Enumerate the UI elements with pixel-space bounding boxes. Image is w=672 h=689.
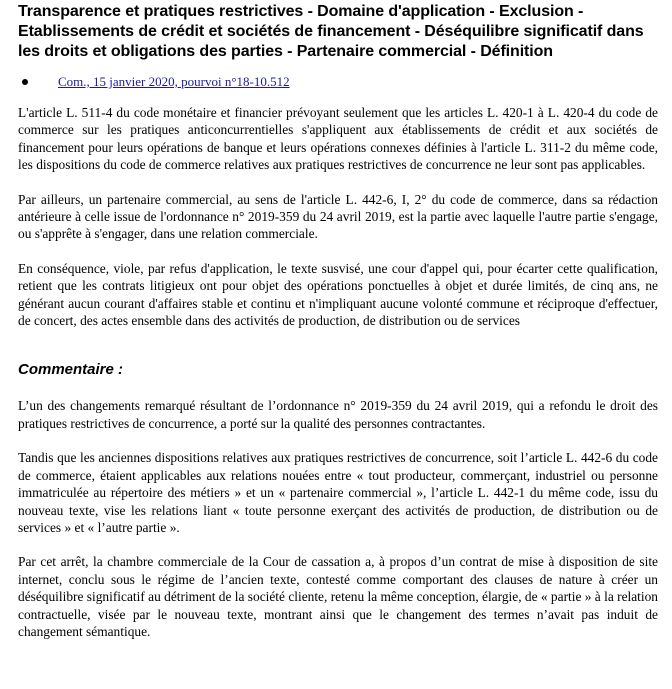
decision-reference-link[interactable]: Com., 15 janvier 2020, pourvoi n°18-10.512 [58, 74, 290, 89]
document-page [18, 0, 658, 640]
commentary-paragraph: L’un des changements remarqué résultant de l’ordonnance n° 2019-359 du 24 avril 2019, qui a refondu le droit des pratiques restrictives de concurrence, a porté sur la qualité des personnes contractantes. [18, 398, 658, 431]
reference-list-item [18, 74, 658, 90]
commentary-heading: Commentaire : [18, 361, 124, 379]
decision-paragraph: En conséquence, viole, par refus d'application, le texte susvisé, une cour d'appel qui, pour écarter cette qualification, retient que les contrats litigieux ont pour objet des opérations ponctuelles à objet et durée limités, de cinq ans, ne générant aucun courant d'affaires stable et continu et n'impliquant aucune volonté commune et réciproque d'effectuer, de concert, des actes ensemble dans des activités de production, de distribution ou de services [18, 260, 658, 329]
commentary-paragraph: Tandis que les anciennes dispositions relatives aux pratiques restrictives de concurrence, soit l’article L. 442-6 du code de commerce, étaient applicables aux relations nouées entre « tout producteur, commerçant, industriel ou personne immatriculée au répertoire des métiers » et un « partenaire commercial », l’article L. 442-1 du même code, issu du nouveau texte, vise les relations liant « toute personne exerçant des activités de production, de distribution ou de services » et « l’autre partie ». [18, 450, 658, 535]
bullet-icon [22, 79, 28, 85]
decision-paragraph: L'article L. 511-4 du code monétaire et financier prévoyant seulement que les articles L. 420-1 à L. 420-4 du code de commerce sur les pratiques anticoncurrentielles s'appliquent aux établissements de crédit et aux sociétés de financement pour leurs opérations de banque et leurs opérations connexes définies à l'article L. 311-2 du même code, les dispositions du code de commerce relatives aux pratiques restrictives de concurrence ne leur sont pas applicables. [18, 105, 658, 173]
commentary-paragraph: Par cet arrêt, la chambre commerciale de la Cour de cassation a, à propos d’un contrat de mise à disposition de site internet, conclu sous le régime de l’ancien texte, contesté comme comportant des clauses de nature à créer un déséquilibre significatif au détriment de la société cliente, retenu la même conception, élargie, de « partie » à la relation contractuelle, visée par le nouveau texte, montrant ainsi que le changement des termes n’avait pas induit de changement sémantique. [18, 554, 659, 639]
document-title: Transparence et pratiques restrictives - Domaine d'application - Exclusion - Etablissements de crédit et sociétés de financement - Déséquilibre significatif dans les droits et obligations des parties - Partenaire commercial - Définition [18, 3, 644, 60]
decision-paragraph: Par ailleurs, un partenaire commercial, au sens de l'article L. 442-6, I, 2° du code de commerce, dans sa rédaction antérieure à celle issue de l'ordonnance n° 2019-359 du 24 avril 2019, est la partie avec laquelle l'autre partie s'engage, ou s'apprête à s'engager, dans une relation commerciale. [18, 191, 658, 242]
